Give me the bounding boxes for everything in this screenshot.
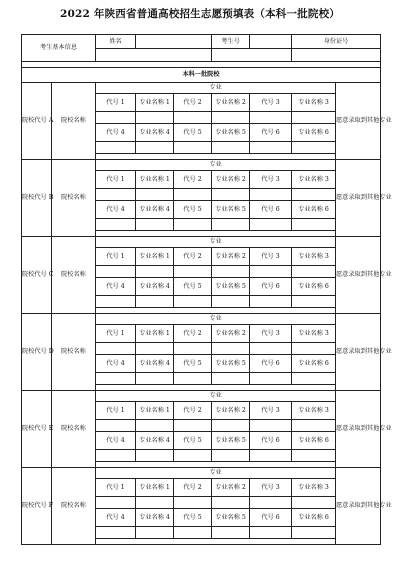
major-name-input[interactable] <box>136 142 174 154</box>
major-name-input[interactable] <box>292 112 336 124</box>
major-name-label: 专业名称 2 <box>212 402 250 420</box>
major-name-label: 专业名称 4 <box>136 432 174 450</box>
major-name-input[interactable] <box>212 219 250 231</box>
school-code-cell: 院校代号 F <box>22 468 52 545</box>
major-code-input[interactable] <box>174 266 212 278</box>
major-code-label: 代号 5 <box>174 509 212 527</box>
major-header: 专业 <box>96 83 336 94</box>
major-name-input[interactable] <box>212 420 250 432</box>
major-code-input[interactable] <box>96 420 136 432</box>
major-name-label: 专业名称 2 <box>212 248 250 266</box>
major-name-label: 专业名称 3 <box>292 479 336 497</box>
major-code-label: 代号 5 <box>174 124 212 142</box>
major-name-label: 专业名称 1 <box>136 325 174 343</box>
major-code-label: 代号 6 <box>250 278 292 296</box>
major-code-input[interactable] <box>174 219 212 231</box>
major-name-label: 专业名称 4 <box>136 201 174 219</box>
major-name-label: 专业名称 2 <box>212 171 250 189</box>
major-name-input[interactable] <box>292 420 336 432</box>
major-code-label: 代号 4 <box>96 124 136 142</box>
major-code-label: 代号 5 <box>174 201 212 219</box>
major-code-label: 代号 4 <box>96 201 136 219</box>
major-code-label: 代号 3 <box>250 325 292 343</box>
major-name-input[interactable] <box>136 450 174 462</box>
major-code-label: 代号 6 <box>250 124 292 142</box>
major-code-label: 代号 4 <box>96 355 136 373</box>
major-code-input[interactable] <box>96 266 136 278</box>
major-name-label: 专业名称 5 <box>212 201 250 219</box>
school-name-label: 院校名称 <box>52 237 96 314</box>
major-name-input[interactable] <box>136 296 174 308</box>
major-code-input[interactable] <box>250 450 292 462</box>
major-code-label: 代号 4 <box>96 278 136 296</box>
major-code-input[interactable] <box>174 142 212 154</box>
major-code-input[interactable] <box>250 343 292 355</box>
school-code-cell: 院校代号 A <box>22 83 52 160</box>
major-name-input[interactable] <box>136 266 174 278</box>
major-name-label: 专业名称 4 <box>136 355 174 373</box>
major-name-label: 专业名称 2 <box>212 94 250 112</box>
major-name-input[interactable] <box>292 343 336 355</box>
major-code-input[interactable] <box>174 497 212 509</box>
major-header: 专业 <box>96 391 336 402</box>
major-header: 专业 <box>96 468 336 479</box>
major-code-label: 代号 3 <box>250 479 292 497</box>
major-name-label: 专业名称 5 <box>212 124 250 142</box>
major-code-input[interactable] <box>96 112 136 124</box>
major-code-label: 代号 6 <box>250 201 292 219</box>
major-code-label: 代号 1 <box>96 171 136 189</box>
major-code-input[interactable] <box>96 497 136 509</box>
major-code-label: 代号 5 <box>174 432 212 450</box>
major-name-label: 专业名称 1 <box>136 248 174 266</box>
major-code-label: 代号 5 <box>174 278 212 296</box>
school-name-label: 院校名称 <box>52 160 96 237</box>
major-name-input[interactable] <box>212 142 250 154</box>
major-name-input[interactable] <box>292 497 336 509</box>
major-code-label: 代号 2 <box>174 171 212 189</box>
school-name-label: 院校名称 <box>52 83 96 160</box>
major-code-input[interactable] <box>174 373 212 385</box>
major-code-input[interactable] <box>250 420 292 432</box>
major-header: 专业 <box>96 160 336 171</box>
major-code-input[interactable] <box>174 296 212 308</box>
major-code-label: 代号 2 <box>174 248 212 266</box>
major-name-label: 专业名称 5 <box>212 432 250 450</box>
major-name-input[interactable] <box>212 296 250 308</box>
major-code-input[interactable] <box>250 112 292 124</box>
major-name-input[interactable] <box>212 373 250 385</box>
major-code-input[interactable] <box>174 450 212 462</box>
exam-no-field[interactable] <box>250 35 292 49</box>
major-name-label: 专业名称 1 <box>136 402 174 420</box>
major-name-label: 专业名称 4 <box>136 509 174 527</box>
major-name-label: 专业名称 3 <box>292 248 336 266</box>
major-name-input[interactable] <box>136 189 174 201</box>
major-name-label: 专业名称 5 <box>212 355 250 373</box>
major-code-label: 代号 2 <box>174 479 212 497</box>
major-name-input[interactable] <box>212 112 250 124</box>
form-title: 2022 年陕西省普通高校招生志愿预填表（本科一批院校） <box>60 8 340 20</box>
major-code-input[interactable] <box>96 527 136 539</box>
major-name-label: 专业名称 6 <box>292 201 336 219</box>
school-code-cell: 院校代号 E <box>22 391 52 468</box>
exam-no-input[interactable] <box>212 49 292 62</box>
major-header: 专业 <box>96 314 336 325</box>
major-code-label: 代号 2 <box>174 402 212 420</box>
section-title: 本科一批院校 <box>22 68 381 83</box>
major-name-label: 专业名称 3 <box>292 325 336 343</box>
major-name-label: 专业名称 1 <box>136 94 174 112</box>
major-code-input[interactable] <box>250 266 292 278</box>
id-no-input[interactable] <box>292 49 381 62</box>
basic-info-label: 考生基本信息 <box>22 35 96 62</box>
major-code-input[interactable] <box>96 219 136 231</box>
major-code-input[interactable] <box>174 112 212 124</box>
accept-other-label: 愿意录取到其他专业 <box>336 391 381 468</box>
major-name-label: 专业名称 4 <box>136 124 174 142</box>
accept-other-label: 愿意录取到其他专业 <box>336 83 381 160</box>
major-name-input[interactable] <box>136 343 174 355</box>
major-name-input[interactable] <box>136 497 174 509</box>
block-spacer <box>96 539 336 545</box>
major-name-label: 专业名称 3 <box>292 171 336 189</box>
major-code-input[interactable] <box>250 189 292 201</box>
school-name-label: 院校名称 <box>52 468 96 545</box>
accept-other-label: 愿意录取到其他专业 <box>336 160 381 237</box>
name-field[interactable] <box>136 35 212 49</box>
major-code-input[interactable] <box>96 450 136 462</box>
major-name-label: 专业名称 6 <box>292 509 336 527</box>
major-code-label: 代号 5 <box>174 355 212 373</box>
major-name-input[interactable] <box>292 142 336 154</box>
major-name-input[interactable] <box>292 189 336 201</box>
major-name-input[interactable] <box>212 527 250 539</box>
major-name-input[interactable] <box>212 497 250 509</box>
major-code-input[interactable] <box>250 497 292 509</box>
major-code-input[interactable] <box>96 296 136 308</box>
major-name-input[interactable] <box>212 450 250 462</box>
major-code-input[interactable] <box>250 219 292 231</box>
exam-no-label: 考生号 <box>212 35 250 49</box>
major-code-label: 代号 1 <box>96 479 136 497</box>
major-name-input[interactable] <box>292 266 336 278</box>
major-code-label: 代号 4 <box>96 509 136 527</box>
id-no-label: 身份证号 <box>292 35 381 49</box>
school-name-label: 院校名称 <box>52 314 96 391</box>
major-code-label: 代号 6 <box>250 432 292 450</box>
major-name-label: 专业名称 6 <box>292 124 336 142</box>
major-code-input[interactable] <box>174 420 212 432</box>
major-code-label: 代号 1 <box>96 94 136 112</box>
school-code-cell: 院校代号 C <box>22 237 52 314</box>
school-code-cell: 院校代号 B <box>22 160 52 237</box>
name-input[interactable] <box>96 49 212 62</box>
major-code-input[interactable] <box>96 189 136 201</box>
major-name-input[interactable] <box>292 527 336 539</box>
major-code-label: 代号 6 <box>250 355 292 373</box>
accept-other-label: 愿意录取到其他专业 <box>336 237 381 314</box>
major-name-input[interactable] <box>292 450 336 462</box>
major-code-input[interactable] <box>174 189 212 201</box>
major-name-input[interactable] <box>212 266 250 278</box>
major-name-label: 专业名称 2 <box>212 325 250 343</box>
major-code-input[interactable] <box>250 142 292 154</box>
major-name-input[interactable] <box>292 373 336 385</box>
major-name-input[interactable] <box>136 112 174 124</box>
major-code-input[interactable] <box>96 142 136 154</box>
major-code-label: 代号 1 <box>96 248 136 266</box>
major-name-input[interactable] <box>292 219 336 231</box>
major-code-label: 代号 6 <box>250 509 292 527</box>
major-header: 专业 <box>96 237 336 248</box>
major-code-label: 代号 3 <box>250 171 292 189</box>
accept-other-label: 愿意录取到其他专业 <box>336 314 381 391</box>
major-name-label: 专业名称 5 <box>212 509 250 527</box>
accept-other-label: 愿意录取到其他专业 <box>336 468 381 545</box>
major-code-input[interactable] <box>96 373 136 385</box>
major-code-input[interactable] <box>250 373 292 385</box>
major-name-label: 专业名称 6 <box>292 432 336 450</box>
name-label: 姓名 <box>96 35 136 49</box>
major-code-label: 代号 1 <box>96 402 136 420</box>
major-code-input[interactable] <box>250 527 292 539</box>
major-code-label: 代号 3 <box>250 248 292 266</box>
major-code-label: 代号 1 <box>96 325 136 343</box>
major-code-input[interactable] <box>96 343 136 355</box>
major-code-label: 代号 3 <box>250 94 292 112</box>
major-name-input[interactable] <box>136 420 174 432</box>
major-code-label: 代号 3 <box>250 402 292 420</box>
major-name-input[interactable] <box>212 343 250 355</box>
major-code-label: 代号 2 <box>174 94 212 112</box>
major-code-label: 代号 4 <box>96 432 136 450</box>
major-name-input[interactable] <box>136 373 174 385</box>
major-name-label: 专业名称 1 <box>136 479 174 497</box>
major-name-label: 专业名称 5 <box>212 278 250 296</box>
major-name-label: 专业名称 2 <box>212 479 250 497</box>
major-name-input[interactable] <box>212 189 250 201</box>
school-name-label: 院校名称 <box>52 391 96 468</box>
major-name-input[interactable] <box>136 527 174 539</box>
major-name-label: 专业名称 3 <box>292 94 336 112</box>
major-name-label: 专业名称 3 <box>292 402 336 420</box>
major-name-label: 专业名称 1 <box>136 171 174 189</box>
major-code-input[interactable] <box>174 343 212 355</box>
major-code-input[interactable] <box>174 527 212 539</box>
application-table <box>21 34 392 545</box>
major-code-label: 代号 2 <box>174 325 212 343</box>
major-name-input[interactable] <box>292 296 336 308</box>
major-name-label: 专业名称 4 <box>136 278 174 296</box>
major-name-input[interactable] <box>136 219 174 231</box>
school-code-cell: 院校代号 D <box>22 314 52 391</box>
major-name-label: 专业名称 6 <box>292 278 336 296</box>
major-name-label: 专业名称 6 <box>292 355 336 373</box>
major-code-input[interactable] <box>250 296 292 308</box>
